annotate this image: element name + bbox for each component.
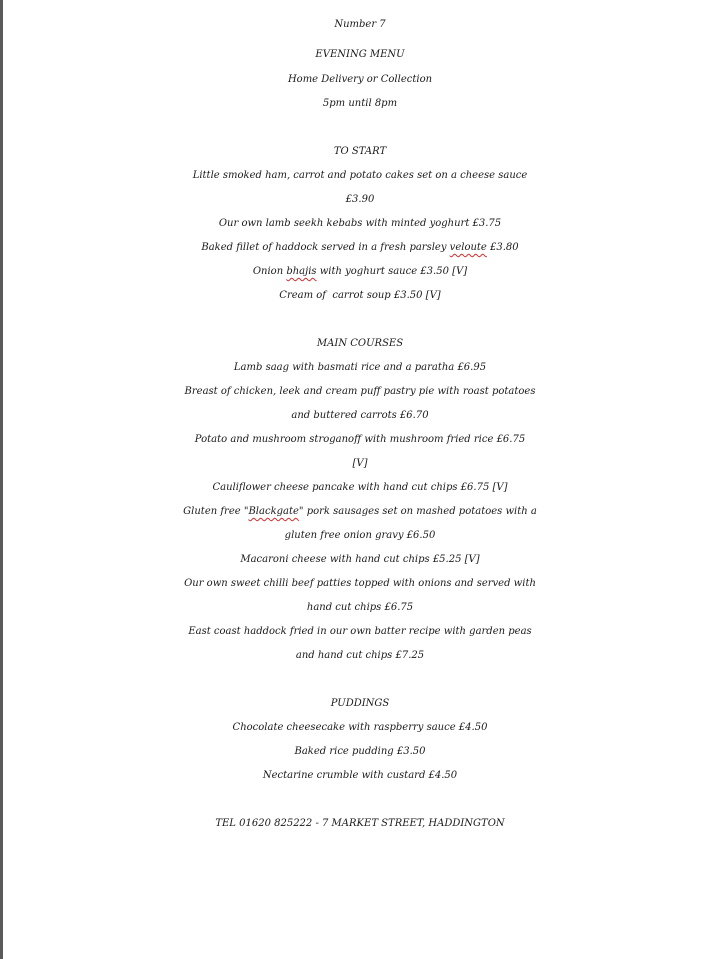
pudding-item: Chocolate cheesecake with raspberry sauce £4.50 (232, 722, 488, 733)
service-hours: 5pm until 8pm (322, 98, 398, 109)
main-item: Lamb saag with basmati rice and a paratha £6.95 (233, 362, 487, 373)
starter-item-price: £3.90 (345, 194, 375, 205)
contact-footer: TEL 01620 825222 - 7 MARKET STREET, HADDINGTON (215, 818, 505, 829)
main-item (0, 500, 720, 524)
starter-item: Cream of carrot soup £3.50 [V] (279, 290, 441, 301)
restaurant-name: Number 7 (334, 19, 386, 30)
starter-item-text: Onion (252, 266, 287, 277)
section-gap (0, 308, 720, 332)
main-item: East coast haddock fried in our own batter recipe with garden peas (188, 626, 532, 637)
main-item: Potato and mushroom stroganoff with mushroom fried rice £6.75 (194, 434, 526, 445)
main-item: Macaroni cheese with hand cut chips £5.25 [V] (240, 554, 480, 565)
starter-item (0, 260, 720, 284)
starter-item-text: with yoghurt sauce £3.50 [V] (316, 266, 468, 277)
main-item: and buttered carrots £6.70 (291, 410, 429, 421)
starter-item: Little smoked ham, carrot and potato cakes set on a cheese sauce (192, 170, 528, 181)
section-gap (0, 668, 720, 692)
section-gap (0, 116, 720, 140)
starter-item (0, 236, 720, 260)
main-item: Our own sweet chilli beef patties topped with onions and served with (184, 578, 536, 589)
main-item: Breast of chicken, leek and cream puff pastry pie with roast potatoes (184, 386, 536, 397)
spelling-flagged-word: veloute (449, 242, 487, 253)
starter-item: Our own lamb seekh kebabs with minted yoghurt £3.75 (218, 218, 502, 229)
puddings-heading: PUDDINGS (330, 698, 390, 709)
service-type: Home Delivery or Collection (287, 74, 433, 85)
main-item: Cauliflower cheese pancake with hand cut chips £6.75 [V] (212, 482, 508, 493)
main-item-text: Gluten free " (183, 506, 249, 517)
spelling-flagged-word: Blackgate (248, 506, 299, 517)
main-item-text: " pork sausages set on mashed potatoes with a (298, 506, 537, 517)
menu-title: EVENING MENU (315, 49, 405, 60)
main-item: and hand cut chips £7.25 (295, 650, 425, 661)
main-item: gluten free onion gravy £6.50 (284, 530, 436, 541)
spelling-flagged-word: bhajis (286, 266, 317, 277)
main-item: hand cut chips £6.75 (306, 602, 414, 613)
pudding-item: Baked rice pudding £3.50 (294, 746, 426, 757)
starter-item-text: Baked fillet of haddock served in a fresh parsley (201, 242, 450, 253)
mains-heading: MAIN COURSES (316, 338, 404, 349)
starters-heading: TO START (333, 146, 387, 157)
section-gap (0, 788, 720, 812)
starter-item-price: £3.80 (486, 242, 519, 253)
main-item: [V] (352, 458, 368, 469)
pudding-item: Nectarine crumble with custard £4.50 (262, 770, 458, 781)
